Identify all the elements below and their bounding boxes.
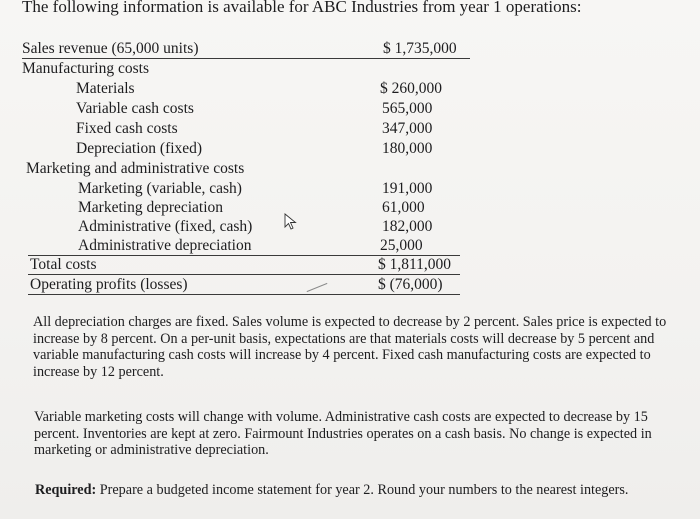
mouse-pointer-icon — [283, 213, 299, 231]
sales-label: Sales revenue (65,000 units) — [22, 40, 199, 57]
paragraph-required — [35, 482, 680, 499]
paragraph-assumptions-2: Variable marketing costs will change with volume. Administrative cash costs are expected to decrease by 15 percent. Inventories are kept at zero. Fairmount Industries operates on a cash basis. No change is expected in marketing or administrative depreciation. — [34, 409, 652, 459]
required-text: Prepare a budgeted income statement for year 2. Round your numbers to the nearest integers. — [96, 482, 629, 498]
total-costs-label: Total costs — [30, 256, 97, 273]
marketing-variable-value: 191,000 — [382, 180, 433, 197]
marketing-depreciation-value: 61,000 — [382, 199, 425, 216]
admin-depreciation-value: 25,000 — [380, 237, 423, 254]
divider — [22, 58, 470, 59]
fixed-cash-value: 347,000 — [382, 120, 433, 137]
materials-value: $ 260,000 — [380, 80, 442, 97]
admin-depreciation-label: Administrative depreciation — [78, 237, 252, 254]
divider — [28, 294, 460, 295]
sales-value: $ 1,735,000 — [383, 40, 457, 57]
document-page: The following information is available for ABC Industries from year 1 operations: Sales revenue (65,000 units) $ 1,735,000 Manufacturing costs Materials $ 260,000 Variable cash costs 565,000 Fixed cash costs 347,000 Depreciation (fixed) 180,000 Marketing and administrative costs Marketing (variable, cash) 191,000 Marketing depreciation 61,000 Administrative (fixed, cash) 182,000 Administrative depreciation 25,000 Total costs $ 1,811,000 Operating profits (losses) $ (76,000) All depreciation charges are fixed. Sales volume is expected to decrease by 2 percent. Sales price is expected to increase by 8 percent. On a per-unit basis, expectations are that materials costs will decrease by 5 percent and variable manufacturing cash costs will increase by 4 percent. Fixed cash manufacturing costs are expected to increase by 12 percent. Variable marketing costs will change with volume. Administrative cash costs are expected to decrease by 15 percent. Inventories are kept at zero. Fairmount Industries operates on a cash basis. No change is expected in marketing or administrative depreciation. Required: Prepare a budgeted income statement for year 2. Round your numbers to the nearest integers. — [0, 0, 700, 519]
fixed-cash-label: Fixed cash costs — [76, 120, 178, 137]
paragraph-assumptions: All depreciation charges are fixed. Sales volume is expected to decrease by 2 percent. Sales price is expected to increase by 8 percent. On a per-unit basis, expectations are that materials costs will decrease by 5 percent and variable manufacturing cash costs will increase by 4 percent. Fixed cash manufacturing costs are expected to increase by 12 percent. — [33, 314, 667, 380]
operating-profit-value: $ (76,000) — [378, 276, 443, 293]
operating-profit-label: Operating profits (losses) — [30, 276, 188, 293]
depreciation-fixed-label: Depreciation (fixed) — [76, 140, 203, 157]
materials-label: Materials — [76, 80, 135, 97]
total-costs-value: $ 1,811,000 — [378, 256, 452, 273]
depreciation-fixed-value: 180,000 — [382, 140, 433, 157]
marketing-variable-label: Marketing (variable, cash) — [78, 180, 242, 197]
page-heading: The following information is available for ABC Industries from year 1 operations: — [22, 0, 582, 16]
admin-fixed-label: Administrative (fixed, cash) — [78, 218, 253, 235]
marketing-depreciation-label: Marketing depreciation — [78, 199, 224, 216]
required-label: Required: — [35, 482, 97, 498]
pencil-mark — [307, 283, 328, 292]
divider — [28, 274, 460, 275]
admin-fixed-value: 182,000 — [382, 218, 433, 235]
variable-cash-value: 565,000 — [382, 100, 433, 117]
variable-cash-label: Variable cash costs — [76, 100, 194, 117]
